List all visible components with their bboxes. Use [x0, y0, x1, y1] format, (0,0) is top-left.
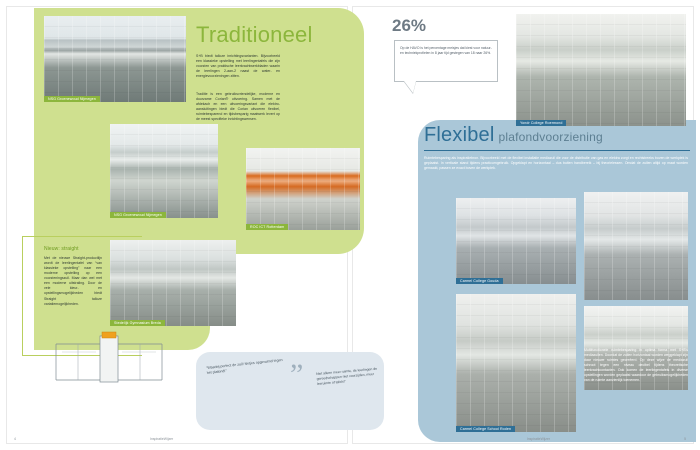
photo-texture: [110, 124, 218, 218]
photo-caption: Yondr College Roermond: [516, 120, 566, 126]
callout-text: Op de HAVO is het percentage meisjes dat kiest voor natuur- en techniekprofielen in 8 jaar tijd gestegen van 18 naar 26%.: [400, 46, 492, 55]
text-straight-body: Met de nieuwe Straight-productlijn wordt de leerlingentafel van “van klassieke opstelling” naar een moderne opstelling op een voorzieningszuil. Maar dan wel met een moderne uitstraling. Door de vele kleur- en opstellingsmogelijkheden biedt Straight talloze variatiemogelijkheden.: [44, 256, 102, 306]
heading-traditioneel: Traditioneel: [196, 22, 313, 47]
text-flexibel-body1: Ruimtebesparing als inspiratiebron. Bijvoorbeeld met de flexibel installatie mediazuil die voor de distributie van gas en elektra zorgt en rechtstreeks boven de werkplek is geplaatst. In verticale stand tijdens practicumgebruik. Opgeklapt en horizontaal – dus buiten handbereik – bij theorielessen. Omdat de zuilen altijd op maat worden gemaakt, passen ze exact boven de werkplek.: [424, 156, 688, 171]
text-traditioneel-intro: S+B biedt talloze inrichtingsvarianten. Bijvoorbeeld een klassieke opstelling met leerlingentafels die zijn voorzien van praktische leerkrachtwerkbladen waarin de leerlingen 2-aan-2 naast de water- en energievoorzieningen zitten.: [196, 54, 280, 79]
text-traditioneel-body2: Traditie is een gebruiksvriendelijke, moderne en duurzame Corian® uitvoering. Samen met de afdekach en een uitvoeringsvariant die elektro- aansluitingen biedt die Corian uitvoeren flexibel, ruimtebesparend en tijdsbesparig maatwerk levert op de meest specifieke inrichtingswensen.: [196, 92, 280, 122]
straight-furniture-drawing: [52, 330, 170, 392]
photo-texture: [584, 192, 688, 300]
photo-caption: NSG Groenewoud Nijmegen: [110, 212, 166, 218]
folio-right: 5: [684, 437, 686, 441]
photo-caption: Carmel College Gouda: [456, 278, 503, 284]
photo-caption: Carmel College School Roden: [456, 426, 515, 432]
folio-left: 4: [14, 437, 16, 441]
heading-flexibel: [424, 124, 603, 147]
photo-texture: [44, 16, 186, 102]
quote-text-right: Niet alleen meer ruimte, de leerlingen de gereedschappen niet voorzijden, meer leeruimte of tafels!”: [316, 366, 378, 387]
photo-texture: [246, 148, 360, 230]
quote-text-left: “Waarbij perfect de zuil! Netjes opgeruimd tegen het plafond!”: [206, 357, 283, 376]
folio-brand-left: InspiratieWijzer: [150, 437, 174, 441]
statistic-callout: [382, 14, 498, 92]
photo-texture: [456, 198, 576, 284]
callout-bubble: [394, 40, 498, 82]
heading-divider: [424, 150, 690, 151]
photo-texture: [456, 294, 576, 432]
photo-texture: [110, 240, 236, 326]
photo-class-breda: [110, 240, 236, 326]
photo-lab-nsg-1: [44, 16, 186, 102]
subheading-nieuw-straight: Nieuw: straight: [44, 246, 79, 252]
heading-flexibel-sub: plafondvoorziening: [498, 130, 603, 144]
photo-lab-nsg-2: [110, 124, 218, 218]
photo-caption: ROC ICT Rotterdam: [246, 224, 288, 230]
quote-mark-icon: ”: [290, 358, 304, 391]
photo-caption: Stedelijk Gymnasium Breda: [110, 320, 165, 326]
callout-tail: [404, 81, 416, 93]
photo-class-gouda-1: [456, 198, 576, 284]
photo-texture: [516, 14, 686, 126]
photo-caption: NSG Groenewoud Nijmegen: [44, 96, 100, 102]
callout-percentage: 26%: [392, 16, 427, 35]
photo-window-room: [516, 14, 686, 126]
photo-class-gouda-2: [584, 192, 688, 300]
text-flexibel-body2: Multifunctionele ruimtebesparing in optima forma met S+B’s mediazuilen. Doordat de zuilen horizontaal worden weggeklapt zijn daar nieuwe ruimtes gecreëerd. Op deze wijze de mediazuil schroot tegen een niveau decibel tijdens theoretische leerkrachtcontacten. Ook komen de leerlingentafels in diverse opstellingen worden geplaatst waardoor de gebruiksmogelijkheden van de ruimte aanzienlijk toenemen.: [584, 348, 688, 383]
photo-orange-roc: [246, 148, 360, 230]
folio-brand-right: InspiratieWijzer: [526, 437, 550, 441]
photo-class-roden-1: [456, 294, 576, 432]
heading-flexibel-main: Flexibel: [424, 124, 495, 146]
